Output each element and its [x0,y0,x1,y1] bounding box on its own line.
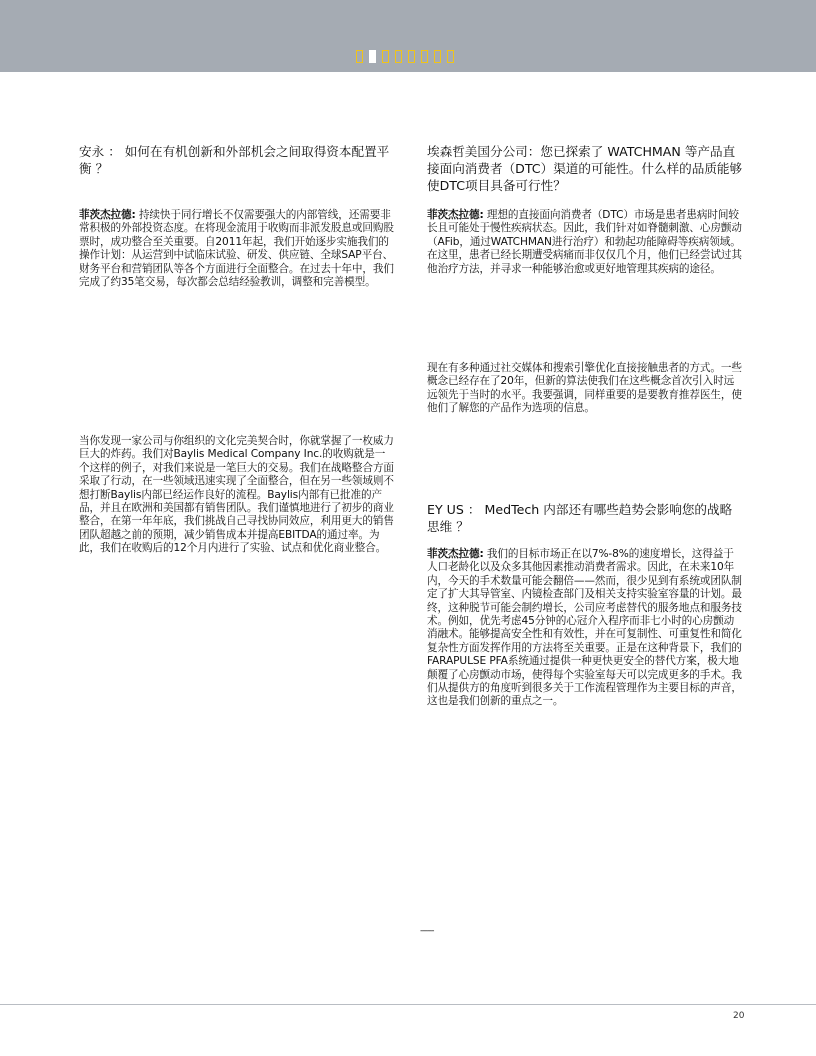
speaker-label: 菲茨杰拉德: [427,548,484,560]
footnote-marker: ------ [420,926,434,936]
answer-text: 理想的直接面向消费者（DTC）市场是患者患病时间较长且可能处于慢性疾病状态。因此，我们针对如脊髓刺激、心房颤动（AFib，通过WATCHMAN进行治疗）和勃起功能障碍等疾病领域。在这里，患者已经长期遭受病痛而非仅仅几个月，他们已经尝试过其他治疗方法，并寻求一种能够治愈或更好地管理其疾病的途径。 [427,209,742,275]
header-mark [434,50,441,63]
question-heading: EY US ： MedTech 内部还有哪些趋势会影响您的战略思维 ？ [427,502,733,534]
answer-text: 我们的目标市场正在以7%-8%的速度增长，这得益于人口老龄化以及众多其他因素推动消费者需求。因此，在未来10年内，今天的手术数量可能会翻倍——然而，很少见到有系统或团队制定了扩大其导管室、内镜检查部门及相关支持实验室容量的计划。最终，这种脱节可能会制约增长，公司应考虑替代的服务地点和服务技术。例如，优先考虑45分钟的心冠介入程序而非七小时的心房颤动消融术。能够提高安全性和有效性，并在可复制性、可重复性和简化复杂性方面发挥作用的方法将至关重要。正是在这种背景下，我们的FARAPULSE PFA系统通过提供一种更快更安全的替代方案，极大地颠覆了心房颤动市场，使得每个实验室每天可以完成更多的手术。我们从提供方的角度听到很多关于工作流程管理作为主要目标的声音，这也是我们创新的重点之一。 [427,548,742,708]
left-section-2 [79,435,395,556]
answer-paragraph [79,209,395,289]
footer-divider [0,1004,816,1005]
header-mark [356,50,363,63]
header-mark [421,50,428,63]
answer-text: 持续快于同行增长不仅需要强大的内部管线，还需要非常积极的外部投资态度。在将现金流用于收购而非派发股息或回购股票时，成功整合至关重要。自2011年起，我们开始逐步实施我们的操作计划：从运营到中试临床试验、研发、供应链、全球SAP平台、财务平台和营销团队等各个方面进行全面整合。在过去十年中，我们完成了约35笔交易，每次都会总结经验教训，调整和完善模型。 [79,209,394,289]
answer-paragraph [427,548,743,709]
right-section-2 [427,362,743,416]
question-heading: 埃森哲美国分公司：您已探索了 WATCHMAN 等产品直接面向消费者（DTC）渠道的可能性。什么样的品质能够使DTC项目具备可行性？ [427,144,743,193]
right-section-3 [427,501,743,709]
right-section-1 [427,143,743,276]
left-section-1 [79,143,395,289]
answer-paragraph [427,209,743,276]
header-mark [369,50,376,63]
question-heading: 安永 ： 如何在有机创新和外部机会之间取得资本配置平衡 ？ [79,144,390,176]
page-number: 20 [733,1011,745,1021]
body-paragraph: 现在有多种通过社交媒体和搜索引擎优化直接接触患者的方式。一些概念已经存在了20年，但新的算法使我们在这些概念首次引入时远远领先于当时的水平。我要强调，同样重要的是要教育推荐医生，使他们了解您的产品作为选项的信息。 [427,362,742,415]
header-marks [356,48,454,64]
header-mark [395,50,402,63]
header-band [0,0,816,72]
header-mark [382,50,389,63]
header-mark [447,50,454,63]
header-mark [408,50,415,63]
speaker-label: 菲茨杰拉德: [79,209,136,221]
body-paragraph: 当你发现一家公司与你组织的文化完美契合时，你就掌握了一枚威力巨大的炸药。我们对Baylis Medical Company Inc.的收购就是一个这样的例子，对我们来说是一笔巨大的交易。我们在战略整合方面采取了行动，在一些领域迅速实现了全面整合，但在另一些领域则不想打断Baylis内部已经运作良好的流程。Baylis内部有已批准的产品，并且在欧洲和美国都有销售团队。我们谨慎地进行了初步的商业整合，在第一年年底，我们挑战自己寻找协同效应，利用更大的销售团队超越之前的预期，减少销售成本并提高EBITDA的通过率。为此，我们在收购后的12个月内进行了实验、试点和优化商业整合。 [79,435,394,555]
speaker-label: 菲茨杰拉德: [427,209,484,221]
